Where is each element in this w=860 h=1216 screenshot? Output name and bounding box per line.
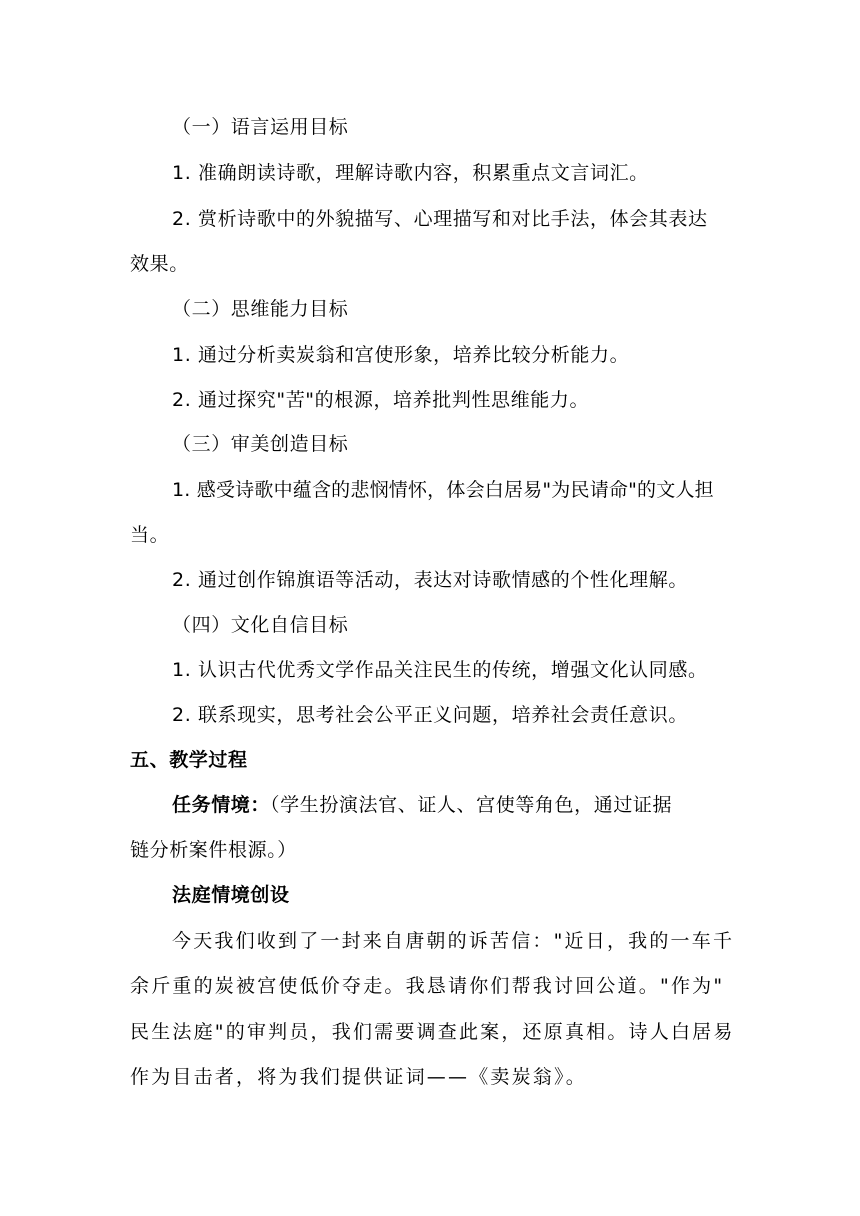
- section-heading-thinking: （二）思维能力目标: [172, 298, 349, 320]
- list-item: 1. 通过分析卖炭翁和宫使形象，培养比较分析能力。: [172, 344, 630, 366]
- section-heading-aesthetic: （三）审美创造目标: [172, 433, 349, 455]
- section-heading-culture: （四）文化自信目标: [172, 614, 349, 636]
- list-item: 2. 通过创作锦旗语等活动，表达对诗歌情感的个性化理解。: [172, 569, 688, 591]
- list-item: 2. 联系现实，思考社会公平正义问题，培养社会责任意识。: [172, 704, 688, 726]
- list-item-line-1: 1. 感受诗歌中蕴含的悲悯情怀，体会白居易"为民请命"的文人担: [172, 479, 714, 501]
- list-item: 1. 准确朗读诗歌，理解诗歌内容，积累重点文言词汇。: [172, 162, 649, 184]
- list-item-line-2: 当。: [130, 524, 170, 546]
- task-line-2: 链分析案件根源。）: [130, 839, 297, 861]
- task-line-1: 任务情境：（学生扮演法官、证人、宫使等角色，通过证据: [172, 794, 673, 816]
- list-item-line-2: 效果。: [130, 253, 189, 275]
- list-item-line-1: 2. 赏析诗歌中的外貌描写、心理描写和对比手法，体会其表达: [172, 208, 708, 230]
- list-item: 1. 认识古代优秀文学作品关注民生的传统，增强文化认同感。: [172, 659, 708, 681]
- list-item: 2. 通过探究"苦"的根源，培养批判性思维能力。: [172, 389, 590, 411]
- document-page: （一）语言运用目标 1. 准确朗读诗歌，理解诗歌内容，积累重点文言词汇。 2. 赏析诗歌中的外貌描写、心理描写和对比手法，体会其表达 效果。 （二）思维能力目标 1. 通过分析卖炭翁和宫使形象，培养比较分析能力。 2. 通过探究"苦"的根源，培养批判性思维能力。 （三）审美创造目标 1. 感受诗歌中蕴含的悲悯情怀，体会白居易"为民请命"的文人担 当。 2. 通过创作锦旗语等活动，表达对诗歌情感的个性化理解。 （四）文化自信目标 1. 认识古代优秀文学作品关注民生的传统，增强文化认同感。 2. 联系现实，思考社会公平正义问题，培养社会责任意识。 五、教学过程 任务情境：（学生扮演法官、证人、宫使等角色，通过证据 链分析案件根源。） 法庭情境创设 今天我们收到了一封来自唐朝的诉苦信："近日，我的一车千 余斤重的炭被宫使低价夺走。我恳请你们帮我讨回公道。"作为" 民生法庭"的审判员，我们需要调查此案，还原真相。诗人白居易 作为目击者，将为我们提供证词——《卖炭翁》。: [130, 116, 735, 1088]
- task-label: 任务情境：: [172, 794, 271, 816]
- section-heading-language: （一）语言运用目标: [172, 116, 349, 138]
- subheading: 法庭情境创设: [172, 884, 290, 906]
- part-heading: 五、教学过程: [130, 749, 248, 771]
